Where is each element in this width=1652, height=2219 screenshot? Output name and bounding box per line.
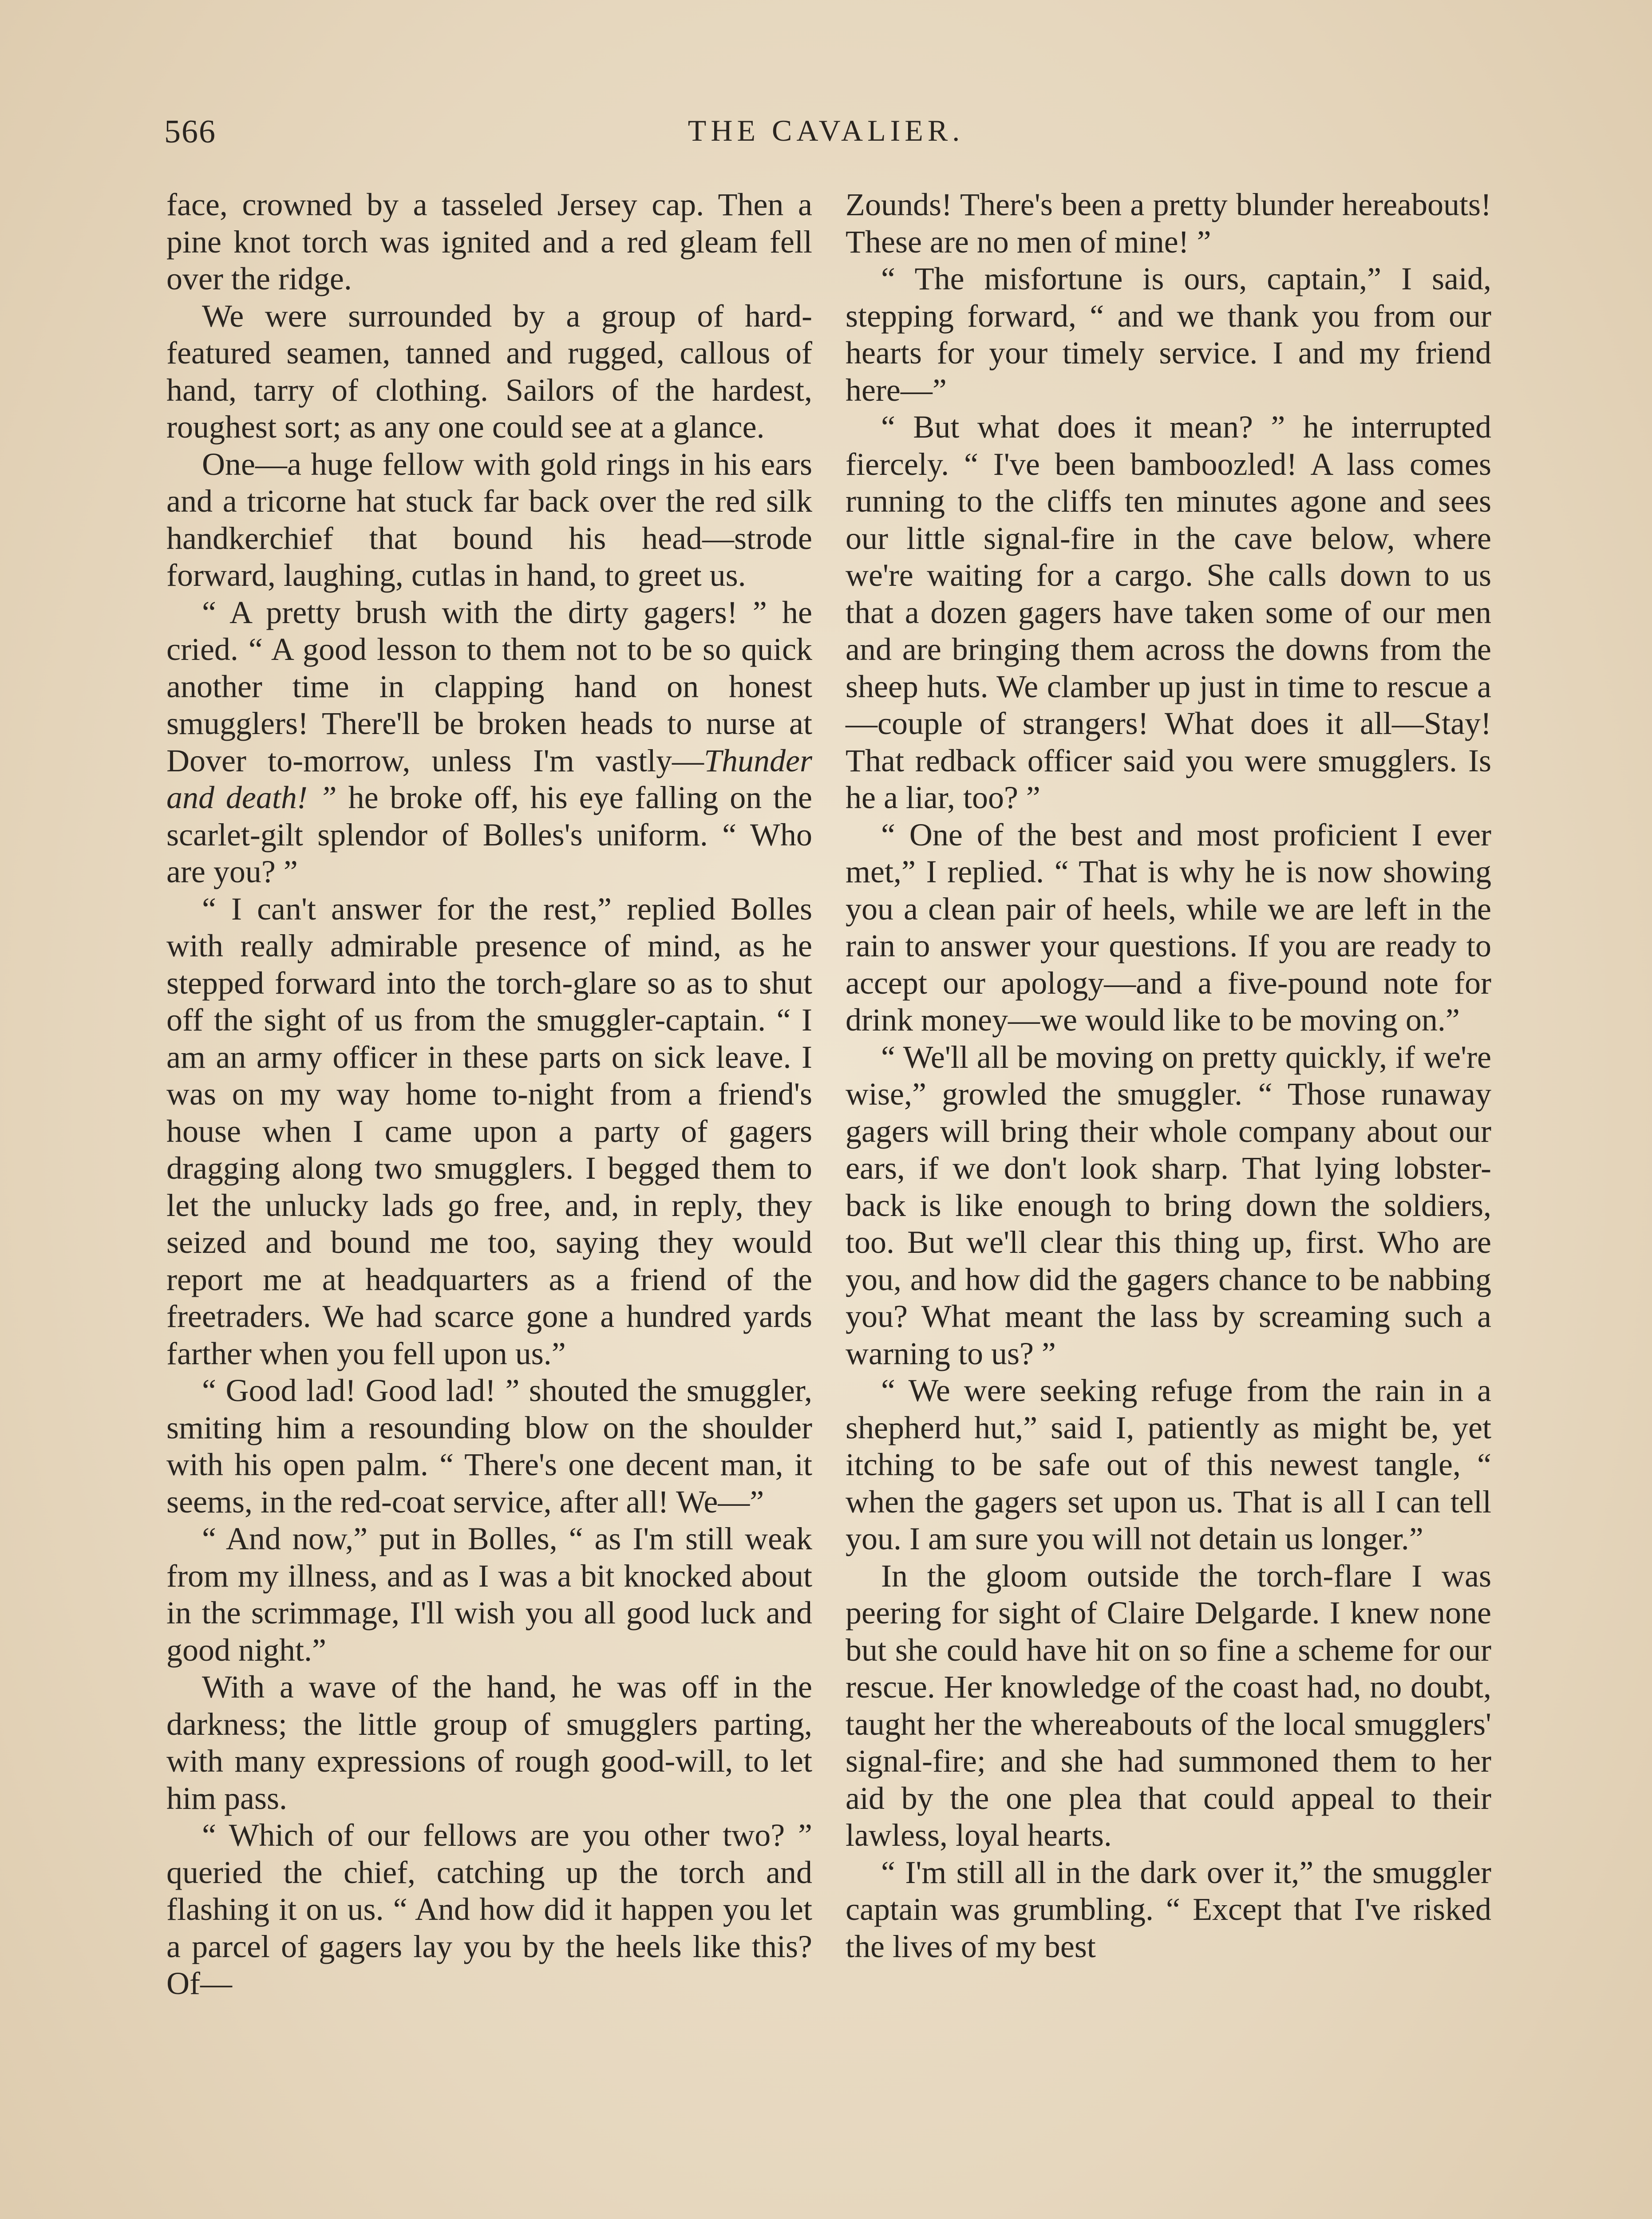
- paragraph: [166, 594, 812, 891]
- paragraph: “ Good lad! Good lad! ” shouted the smuggler, smiting him a resounding blow on the shoulder with his open palm. “ There's one decent man, it seems, in the red-coat service, after all! We—”: [166, 1373, 812, 1520]
- dialogue-text: “ A pretty brush with the dirty gagers! ” he cried. “ A good lesson to them not to be so quick another time in clapping hand on honest smugglers! There'll be broken heads to nurse at Dover to-morrow, unless I'm vastly—: [166, 594, 812, 778]
- italic-exclamation: Thunder and death! ”: [166, 742, 812, 815]
- paragraph: “ I can't answer for the rest,” replied Bolles with really admirable presence of mind, as he stepped forward into the torch-glare so as to shut off the sight of us from the smuggler-captain. “ I am an army officer in these parts on sick leave. I was on my way home to-night from a friend's house when I came upon a party of gagers dragging along two smugglers. I begged them to let the unlucky lads go free, and, in reply, they seized and bound me too, saying they would report me at headquarters as a friend of the freetraders. We had scarce gone a hundred yards farther when you fell upon us.”: [166, 891, 812, 1371]
- right-column: [846, 186, 1491, 1965]
- page-header: [164, 113, 1488, 162]
- running-title: THE CAVALIER.: [688, 114, 964, 147]
- left-column: [166, 186, 812, 2002]
- paragraph: “ I'm still all in the dark over it,” the smuggler captain was grumbling. “ Except that I've risked the lives of my best: [846, 1854, 1491, 1964]
- paragraph: “ One of the best and most proficient I ever met,” I replied. “ That is why he is now showing you a clean pair of heels, while we are left in the rain to answer your questions. If you are ready to accept our apology—and a five-pound note for drink money—we would like to be moving on.”: [846, 817, 1491, 1038]
- paragraph: “ Which of our fellows are you other two? ” queried the chief, catching up the torch and flashing it on us. “ And how did it happen you let a parcel of gagers lay you by the heels like this? Of—: [166, 1817, 812, 2001]
- page-number: 566: [164, 114, 216, 150]
- paragraph: With a wave of the hand, he was off in the darkness; the little group of smugglers parting, with many expressions of rough good-will, to let him pass.: [166, 1669, 812, 1816]
- paragraph: face, crowned by a tasseled Jersey cap. Then a pine knot torch was ignited and a red gleam fell over the ridge.: [166, 187, 812, 296]
- paragraph: “ And now,” put in Bolles, “ as I'm still weak from my illness, and as I was a bit knocked about in the scrimmage, I'll wish you all good luck and good night.”: [166, 1521, 812, 1668]
- paragraph: “ But what does it mean? ” he interrupted fiercely. “ I've been bamboozled! A lass comes running to the cliffs ten minutes agone and sees our little signal-fire in the cave below, where we're waiting for a cargo. She calls down to us that a dozen gagers have taken some of our men and are bringing them across the downs from the sheep huts. We clamber up just in time to rescue a—couple of strangers! What does it all—Stay! That redback officer said you were smugglers. Is he a liar, too? ”: [846, 409, 1491, 815]
- paragraph: In the gloom outside the torch-flare I was peering for sight of Claire Delgarde. I knew none but she could have hit on so fine a scheme for our rescue. Her knowledge of the coast had, no doubt, taught her the whereabouts of the local smugglers' signal-fire; and she had summoned them to her aid by the one plea that could appeal to their lawless, loyal hearts.: [846, 1558, 1491, 1853]
- paragraph: One—a huge fellow with gold rings in his ears and a tricorne hat stuck far back over the red silk handkerchief that bound his head—strode forward, laughing, cutlas in hand, to greet us.: [166, 446, 812, 593]
- paragraph: “ We'll all be moving on pretty quickly, if we're wise,” growled the smuggler. “ Those runaway gagers will bring their whole company about our ears, if we don't look sharp. That lying lobster-back is like enough to bring down the soldiers, too. But we'll clear this thing up, first. Who are you, and how did the gagers chance to be nabbing you? What meant the lass by screaming such a warning to us? ”: [846, 1039, 1491, 1371]
- paragraph: “ We were seeking refuge from the rain in a shepherd hut,” said I, patiently as might be, yet itching to be safe out of this newest tangle, “ when the gagers set upon us. That is all I can tell you. I am sure you will not detain us longer.”: [846, 1373, 1491, 1556]
- paragraph: We were surrounded by a group of hard-featured seamen, tanned and rugged, callous of hand, tarry of clothing. Sailors of the hardest, roughest sort; as any one could see at a glance.: [166, 298, 812, 445]
- dialogue-text: he broke off, his eye falling on the scarlet-gilt splendor of Bolles's uniform. “ Who are you? ”: [166, 780, 813, 889]
- paragraph: “ The misfortune is ours, captain,” I said, stepping forward, “ and we thank you from our hearts for your timely service. I and my friend here—”: [846, 261, 1491, 408]
- paragraph: Zounds! There's been a pretty blunder hereabouts! These are no men of mine! ”: [846, 187, 1491, 260]
